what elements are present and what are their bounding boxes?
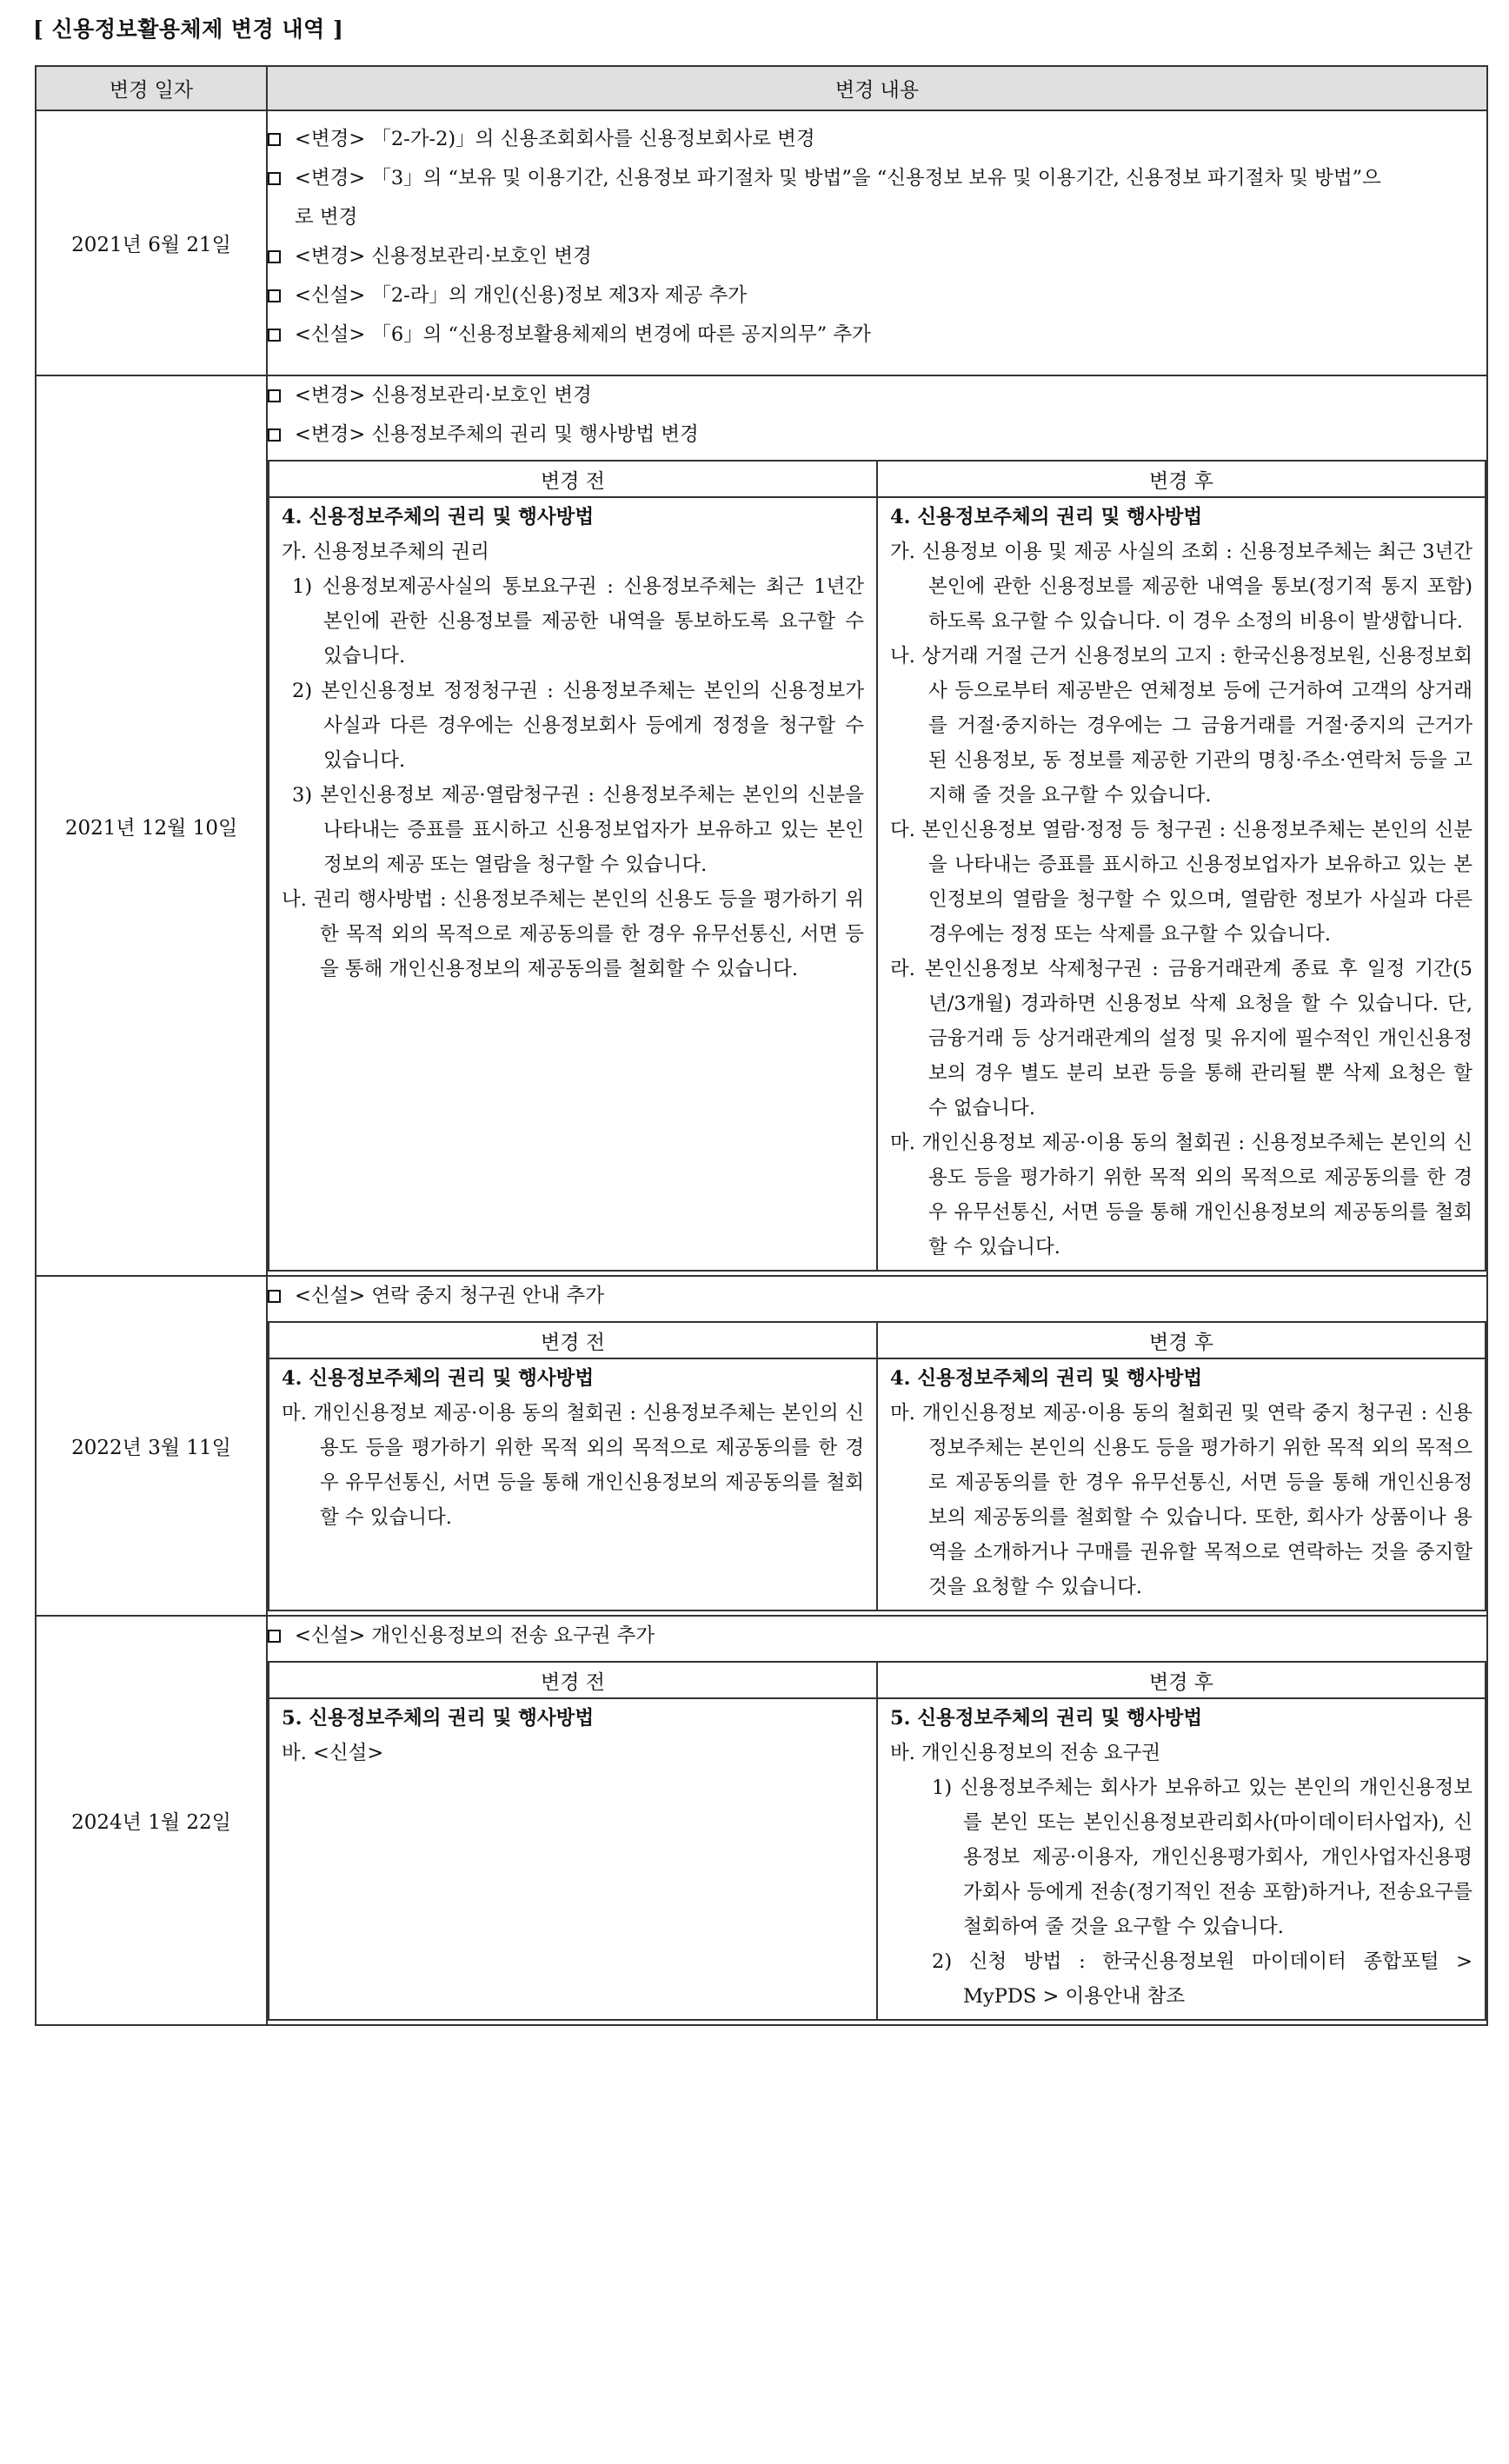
- list-item: <변경> 「2-가-2)」의 신용조회회사를 신용정보회사로 변경: [268, 120, 1486, 159]
- table-row: [36, 1276, 1487, 1616]
- change-content: [267, 1616, 1487, 2025]
- list-item: 마. 개인신용정보 제공·이용 동의 철회권 : 신용정보주체는 본인의 신용도 등을 평가하기 위한 목적 외의 목적으로 제공동의를 한 경우 유무선통신, 서면 등을 통해 개인신용정보의 제공동의를 철회할 수 있습니다.: [282, 1402, 864, 1529]
- date-column-header: 변경 일자: [36, 66, 267, 110]
- subsection-heading: 바. 개인신용정보의 전송 요구권: [890, 1742, 1161, 1764]
- list-item: <변경> 신용정보관리·보호인 변경: [268, 237, 1486, 276]
- checkbox-square-icon: [268, 289, 281, 302]
- list-item: <변경> 신용정보주체의 권리 및 행사방법 변경: [268, 415, 1486, 455]
- comparison-table: [268, 1321, 1486, 1611]
- page-title: [ 신용정보활용체제 변경 내역 ]: [33, 17, 344, 42]
- checkbox-square-icon: [268, 329, 281, 342]
- checkbox-square-icon: [268, 428, 281, 442]
- section-heading: 4. 신용정보주체의 권리 및 행사방법: [282, 1367, 595, 1390]
- section-heading: 5. 신용정보주체의 권리 및 행사방법: [282, 1707, 595, 1730]
- comparison-table: [268, 460, 1486, 1272]
- after-cell: [877, 1698, 1486, 2020]
- change-content: [267, 1276, 1487, 1616]
- list-item: 라. 본인신용정보 삭제청구권 : 금융거래관계 종료 후 일정 기간(5년/3개월) 경과하면 신용정보 삭제 요청을 할 수 있습니다. 단, 금융거래 등 상거래관계의 설정 및 유지에 필수적인 개인신용정보의 경우 별도 분리 보관 등을 통해 관리될 뿐 삭제 요청은 할 수 없습니다.: [890, 958, 1472, 1119]
- table-row: [36, 110, 1487, 375]
- list-item: 3) 본인신용정보 제공·열람청구권 : 신용정보주체는 본인의 신분을 나타내는 증표를 표시하고 신용정보업자가 보유하고 있는 본인정보의 제공 또는 열람을 청구할 수 있습니다.: [292, 784, 864, 876]
- change-date: 2021년 12월 10일: [36, 375, 267, 1276]
- before-cell: [269, 497, 877, 1271]
- change-date: 2021년 6월 21일: [36, 110, 267, 375]
- list-item: <신설> 개인신용정보의 전송 요구권 추가: [268, 1617, 1486, 1656]
- table-row: [36, 375, 1487, 1276]
- section-heading: 4. 신용정보주체의 권리 및 행사방법: [282, 506, 595, 528]
- after-cell: [877, 1358, 1486, 1611]
- section-heading: 4. 신용정보주체의 권리 및 행사방법: [890, 1367, 1203, 1390]
- list-item: 나. 권리 행사방법 : 신용정보주체는 본인의 신용도 등을 평가하기 위한 목적 외의 목적으로 제공동의를 한 경우 유무선통신, 서면 등을 통해 개인신용정보의 제공동의를 철회할 수 있습니다.: [282, 888, 864, 980]
- before-cell: [269, 1358, 877, 1611]
- list-item: 2) 신청 방법 : 한국신용정보원 마이데이터 종합포털 > MyPDS > 이용안내 참조: [932, 1950, 1472, 2008]
- before-cell: [269, 1698, 877, 2020]
- change-content: [267, 375, 1487, 1276]
- checkbox-square-icon: [268, 250, 281, 263]
- section-heading: 4. 신용정보주체의 권리 및 행사방법: [890, 506, 1203, 528]
- comparison-table: [268, 1661, 1486, 2021]
- after-cell: [877, 497, 1486, 1271]
- after-header: 변경 후: [877, 1322, 1486, 1358]
- before-header: 변경 전: [269, 1662, 877, 1698]
- after-header: 변경 후: [877, 461, 1486, 497]
- list-item: 가. 신용정보 이용 및 제공 사실의 조회 : 신용정보주체는 최근 3년간 본인에 관한 신용정보를 제공한 내역을 통보(정기적 통지 포함)하도록 요구할 수 있습니다. 이 경우 소정의 비용이 발생합니다.: [890, 541, 1472, 633]
- list-item: 1) 신용정보주체는 회사가 보유하고 있는 본인의 개인신용정보를 본인 또는 본인신용정보관리회사(마이데이터사업자), 신용정보 제공·이용자, 개인신용평가회사, 개인사업자신용평가회사 등에게 전송(정기적인 전송 포함)하거나, 전송요구를 철회하여 줄 것을 요구할 수 있습니다.: [932, 1777, 1472, 1938]
- change-history-table: [35, 65, 1488, 2026]
- list-item: <변경> 신용정보관리·보호인 변경: [268, 376, 1486, 415]
- checkbox-square-icon: [268, 133, 281, 146]
- list-item: 나. 상거래 거절 근거 신용정보의 고지 : 한국신용정보원, 신용정보회사 등으로부터 제공받은 연체정보 등에 근거하여 고객의 상거래를 거절·중지하는 경우에는 그 금융거래를 거절·중지의 근거가 된 신용정보, 동 정보를 제공한 기관의 명칭·주소·연락처 등을 고지해 줄 것을 요구할 수 있습니다.: [890, 645, 1472, 807]
- list-item: 마. 개인신용정보 제공·이용 동의 철회권 및 연락 중지 청구권 : 신용정보주체는 본인의 신용도 등을 평가하기 위한 목적 외의 목적으로 제공동의를 한 경우 유무선통신, 서면 등을 통해 개인신용정보의 제공동의를 철회할 수 있습니다. 또한, 회사가 상품이나 용역을 소개하거나 구매를 권유할 목적으로 연락하는 것을 중지할 것을 요청할 수 있습니다.: [890, 1402, 1472, 1598]
- change-date: 2022년 3월 11일: [36, 1276, 267, 1616]
- subsection-heading: 바. <신설>: [282, 1742, 384, 1764]
- table-row: [36, 1616, 1487, 2025]
- change-date: 2024년 1월 22일: [36, 1616, 267, 2025]
- list-item: <신설> 「6」의 “신용정보활용체제의 변경에 따른 공지의무” 추가: [268, 315, 1486, 355]
- checkbox-square-icon: [268, 1630, 281, 1643]
- list-item: 마. 개인신용정보 제공·이용 동의 철회권 : 신용정보주체는 본인의 신용도 등을 평가하기 위한 목적 외의 목적으로 제공동의를 한 경우 유무선통신, 서면 등을 통해 개인신용정보의 제공동의를 철회할 수 있습니다.: [890, 1132, 1472, 1259]
- list-item: 2) 본인신용정보 정정청구권 : 신용정보주체는 본인의 신용정보가 사실과 다른 경우에는 신용정보회사 등에게 정정을 청구할 수 있습니다.: [292, 680, 864, 772]
- content-column-header: 변경 내용: [267, 66, 1487, 110]
- change-content: [267, 110, 1487, 375]
- checkbox-square-icon: [268, 1290, 281, 1303]
- list-item: <변경> 「3」의 “보유 및 이용기간, 신용정보 파기절차 및 방법”을 “신용정보 보유 및 이용기간, 신용정보 파기절차 및 방법”으로 변경: [268, 159, 1486, 237]
- before-header: 변경 전: [269, 461, 877, 497]
- list-item: <신설> 연락 중지 청구권 안내 추가: [268, 1277, 1486, 1316]
- after-header: 변경 후: [877, 1662, 1486, 1698]
- before-header: 변경 전: [269, 1322, 877, 1358]
- checkbox-square-icon: [268, 389, 281, 402]
- subsection-heading: 가. 신용정보주체의 권리: [282, 541, 489, 563]
- checkbox-square-icon: [268, 172, 281, 185]
- section-heading: 5. 신용정보주체의 권리 및 행사방법: [890, 1707, 1203, 1730]
- list-item: 1) 신용정보제공사실의 통보요구권 : 신용정보주체는 최근 1년간 본인에 관한 신용정보를 제공한 내역을 통보하도록 요구할 수 있습니다.: [292, 575, 864, 667]
- list-item: <신설> 「2-라」의 개인(신용)정보 제3자 제공 추가: [268, 276, 1486, 315]
- list-item: 다. 본인신용정보 열람·정정 등 청구권 : 신용정보주체는 본인의 신분을 나타내는 증표를 표시하고 신용정보업자가 보유하고 있는 본인정보의 열람을 청구할 수 있으며, 열람한 정보가 사실과 다른 경우에는 정정 또는 삭제를 요구할 수 있습니다.: [890, 819, 1472, 946]
